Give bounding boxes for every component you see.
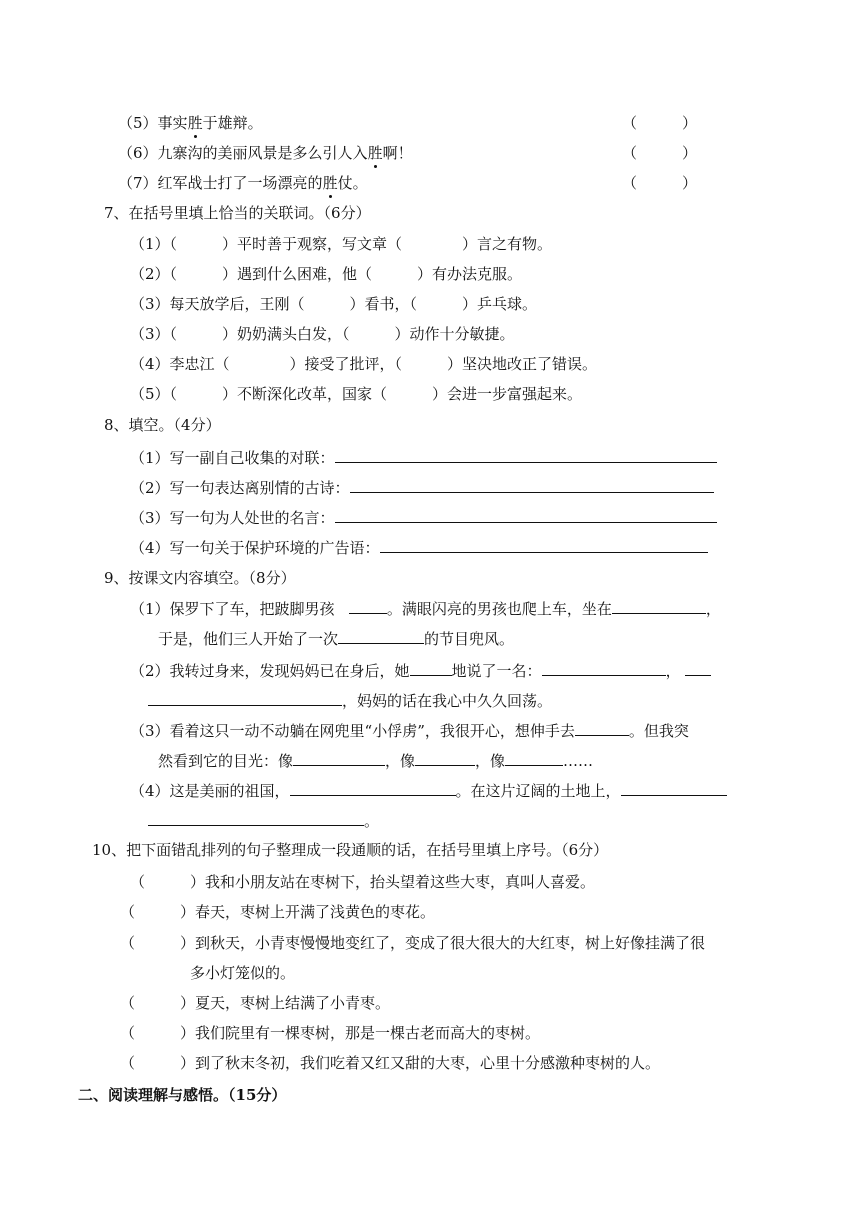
- q9-p3-line2: 然看到它的目光：像 ，像 ，像 ……: [158, 752, 594, 770]
- q9-p4-line1: （4）这是美丽的祖国， 。在这片辽阔的土地上，: [130, 780, 727, 801]
- q9-p3-line1: （3）看着这只一动不动躺在网兜里“小俘虏”，我很开心，想伸手去 。但我突: [130, 722, 689, 740]
- answer-blank[interactable]: [148, 810, 364, 826]
- answer-blank[interactable]: [290, 780, 456, 796]
- answer-paren[interactable]: （ ）: [622, 114, 698, 132]
- q10-item[interactable]: （ ）夏天，枣树上结满了小青枣。: [120, 994, 391, 1012]
- q8-item-3: （3）写一句为人处世的名言：: [130, 507, 717, 528]
- q7-item[interactable]: （3）（ ）奶奶满头白发，（ ）动作十分敏捷。: [130, 325, 515, 343]
- answer-blank[interactable]: [415, 750, 475, 766]
- emphasis-dot-char: 胜: [322, 174, 338, 192]
- emphasis-dot-char: 胜: [367, 144, 383, 162]
- answer-blank[interactable]: [335, 507, 717, 523]
- section-2-title: 二、阅读理解与感悟。（15分）: [78, 1086, 287, 1104]
- q7-item[interactable]: （5）（ ）不断深化改革，国家（ ）会进一步富强起来。: [130, 385, 583, 403]
- answer-blank[interactable]: [380, 537, 708, 553]
- q9-p2-line2: ，妈妈的话在我心中久久回荡。: [148, 690, 552, 711]
- q7-title: 7、在括号里填上恰当的关联词。（6分）: [104, 204, 371, 222]
- q9-p2-line1: （2）我转过身来，发现妈妈已在身后，她 地说了一名： ，: [130, 660, 711, 681]
- q6-item-6: （6）九寨沟的美丽风景是多么引人入胜啊！: [118, 144, 413, 162]
- answer-blank[interactable]: [505, 750, 563, 766]
- q10-title: 10、把下面错乱排列的句子整理成一段通顺的话，在括号里填上序号。（6分）: [92, 841, 609, 859]
- q7-item[interactable]: （4）李忠江（ ）接受了批评，（ ）坚决地改正了错误。: [130, 355, 598, 373]
- q10-item[interactable]: （ ）我和小朋友站在枣树下，抬头望着这些大枣，真叫人喜爱。: [130, 873, 596, 891]
- answer-blank[interactable]: [335, 447, 717, 463]
- q6-item-7: （7）红军战士打了一场漂亮的胜仗。: [118, 174, 368, 192]
- answer-blank[interactable]: [148, 690, 342, 706]
- q9-p1-line2: 于是，他们三人开始了一次 的节目兜风。: [158, 630, 515, 648]
- q7-item[interactable]: （3）每天放学后，王刚（ ）看书，（ ）乒乓球。: [130, 295, 538, 313]
- answer-blank[interactable]: [685, 660, 711, 676]
- q7-item[interactable]: （2）（ ）遇到什么困难，他（ ）有办法克服。: [130, 265, 523, 283]
- answer-blank[interactable]: [349, 598, 387, 614]
- answer-blank[interactable]: [612, 598, 706, 614]
- q8-item-2: （2）写一句表达离别情的古诗：: [130, 477, 714, 498]
- q8-item-1: （1）写一副自己收集的对联：: [130, 447, 717, 468]
- q7-item[interactable]: （1）（ ）平时善于观察，写文章（ ）言之有物。: [130, 235, 553, 253]
- emphasis-dot-char: 胜: [187, 114, 203, 132]
- answer-blank[interactable]: [293, 750, 385, 766]
- answer-blank[interactable]: [575, 720, 629, 736]
- q8-title: 8、填空。（4分）: [104, 416, 221, 434]
- answer-blank[interactable]: [338, 628, 424, 644]
- answer-blank[interactable]: [410, 660, 452, 676]
- q6-item-5: （5）事实胜于雄辩。: [118, 114, 263, 132]
- answer-paren[interactable]: （ ）: [622, 174, 698, 192]
- answer-blank[interactable]: [542, 660, 666, 676]
- q9-p1-line1: （1）保罗下了车，把跛脚男孩 。满眼闪亮的男孩也爬上车，坐在 ，: [130, 600, 721, 618]
- q10-item[interactable]: （ ）春天，枣树上开满了浅黄色的枣花。: [120, 903, 436, 921]
- answer-blank[interactable]: [350, 477, 714, 493]
- q9-p4-line2: 。: [148, 810, 379, 831]
- q10-item-continuation: 多小灯笼似的。: [190, 964, 296, 982]
- answer-paren[interactable]: （ ）: [622, 144, 698, 162]
- answer-blank[interactable]: [621, 780, 727, 796]
- q9-title: 9、按课文内容填空。（8分）: [104, 569, 296, 587]
- q8-item-4: （4）写一句关于保护环境的广告语：: [130, 537, 708, 558]
- q10-item[interactable]: （ ）到了秋末冬初，我们吃着又红又甜的大枣，心里十分感激种枣树的人。: [120, 1054, 661, 1072]
- q10-item[interactable]: （ ）到秋天，小青枣慢慢地变红了，变成了很大很大的大红枣，树上好像挂满了很: [120, 934, 706, 952]
- q10-item[interactable]: （ ）我们院里有一棵枣树，那是一棵古老而高大的枣树。: [120, 1024, 541, 1042]
